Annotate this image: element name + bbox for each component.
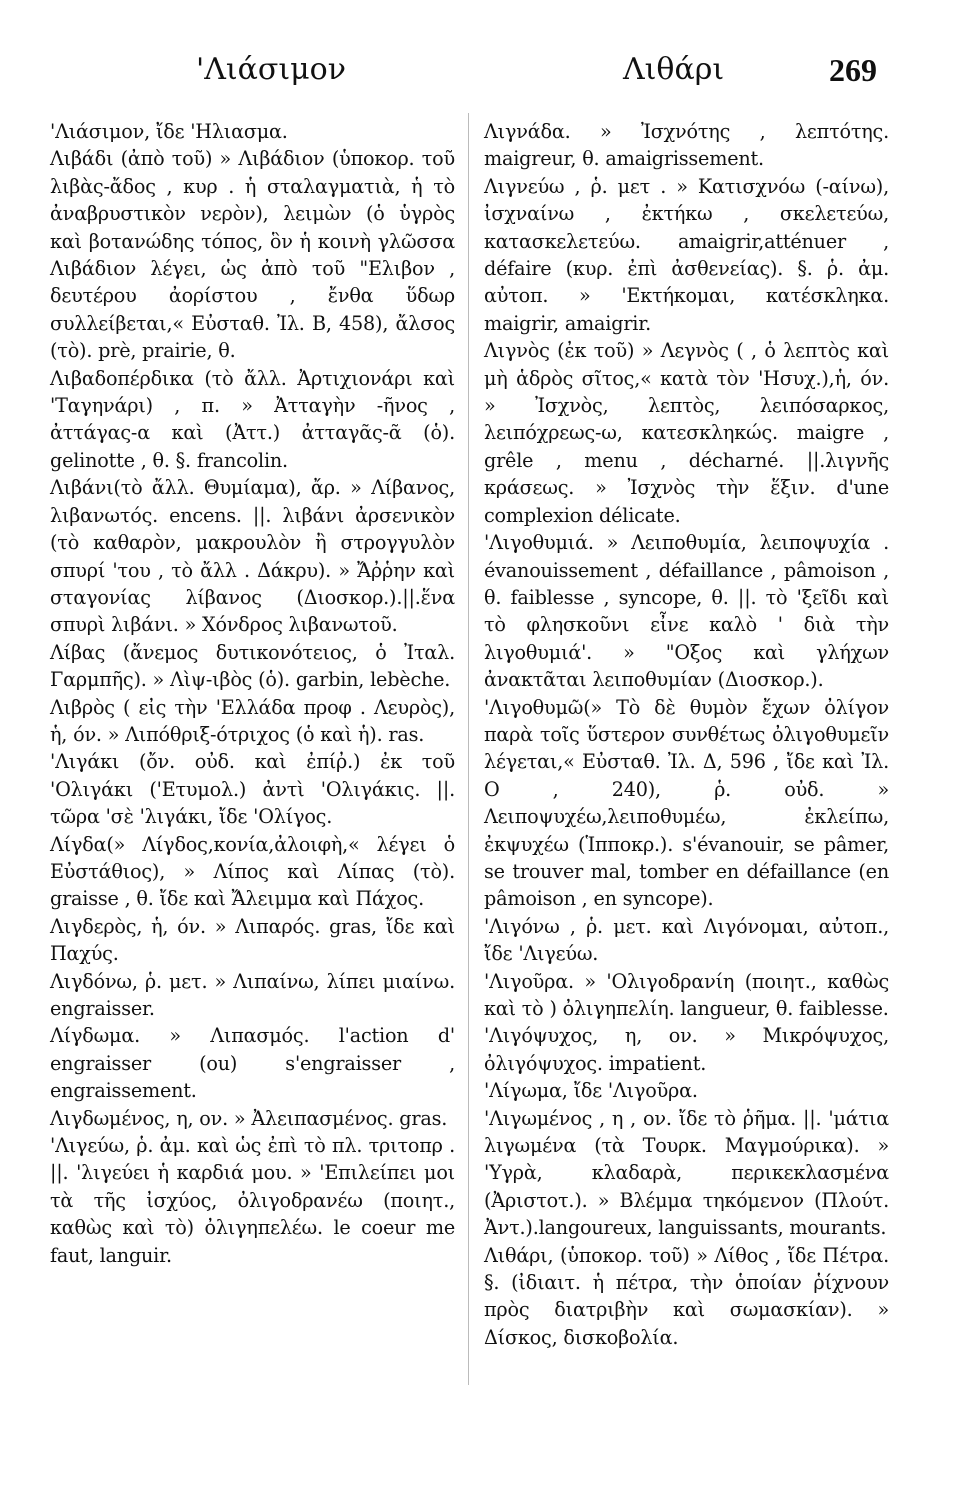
dictionary-entry: Λίβας (ἄνεμος δυτικονότειος, ὁ Ἰταλ. Γαρμπῆς). » Λὶψ-ιβὸς (ὁ). garbin, lebèche.: [50, 640, 455, 692]
dictionary-entry: 'Λιγοῦρα. » 'Ολιγοδρανίη (ποιητ., καθὼς καὶ τὸ ) ὀλιγηπελίη. langueur, θ. faiblesse.: [484, 969, 889, 1020]
dictionary-entry: Λιβάδι (ἀπὸ τοῦ) » Λιβάδιον (ὑποκορ. τοῦ λιβὰς-ἄδος , κυρ . ἡ σταλαγματιὰ, ἡ τὸ ἀναβρυστικὸν νερὸν), λειμὼν (ὁ ὑγρὸς καὶ βοτανώδης τόπος, ὃν ἡ κοινὴ γλῶσσα Λιβάδιον λέγει, ὡς ἀπὸ τοῦ "Ελιβον , δευτέρου ἀορίστου , ἔνθα ὕδωρ συλλείβεται,« Εὐσταθ. Ἰλ. Β, 458), ἄλσος (τὸ). prè, prairie, θ.: [50, 147, 455, 363]
dictionary-entry: 'Λιγωμένος , η , ον. ἴδε τὸ ῥῆμα. ||. 'μάτια λιγωμένα (τὰ Τουρκ. Μαγμούρικα). » 'Υγρὰ, κλαδαρὰ, περικεκλασμένα (Ἀριστοτ.). » Βλέμμα τηκόμενον (Πλούτ. Ἀντ.).langoureux, languissants, mourants.: [484, 1106, 889, 1240]
dictionary-entry: Λιγδερὸς, ἡ, όν. » Λιπαρός. gras, ἴδε καὶ Παχύς.: [50, 914, 455, 966]
dictionary-entry: Λιγδόνω, ῥ. μετ. » Λιπαίνω, λίπει μιαίνω. engraisser.: [50, 969, 455, 1020]
column-divider: [468, 113, 469, 1385]
dictionary-entry: 'Λιγάκι (ὄν. οὐδ. καὶ ἐπίῤ.) ἐκ τοῦ 'Ολιγάκι ('Ετυμολ.) ἀντὶ 'Ολιγάκις. ||. τῶρα 'σὲ 'λιγάκι, ἴδε 'Ολίγος.: [50, 750, 455, 829]
header-first-word: 'Λιάσιμον: [196, 52, 346, 87]
dictionary-entry: Λίγδωμα. » Λιπασμός. l'action d' engraisser (ou) s'engraisser , engraissement.: [50, 1024, 455, 1103]
dictionary-entry: 'Λιγοθυμιά. » Λειποθυμία, λειποψυχία . évanouissement , défaillance , pâmoison , θ. faiblesse , syncope, θ. ||. τὸ 'ξεῖδι καὶ τὸ φλησκοῦνι εἶνε καλὸ ' διὰ τὴν λιγοθυμιά'. » "Οξος καὶ γλήχων ἀνακτᾶται λειποθυμίαν (Διοσκορ.).: [484, 531, 889, 692]
header-last-word: Λιθάρι: [623, 52, 725, 87]
dictionary-entry: Λιβρὸς ( εἰς τὴν 'Ελλάδα προφ . Λευρὸς), ἡ, όν. » Λιπόθριξ-ότριχος (ὁ καὶ ἡ). ras.: [50, 695, 455, 746]
dictionary-entry: Λιβάνι(τὸ ἄλλ. Θυμίαμα), ἄρ. » Λίβανος, λιβανωτός. encens. ||. λιβάνι ἀρσενικὸν (τὸ καθαρὸν, μακρουλὸν ἢ στρογγυλὸν σπυρί 'του , τὸ ἄλλ . Δάκρυ). » Ἄῤῥην καὶ σταγονίας λίβανος (Διοσκορ.).||.ἕνα σπυρὶ λιβάνι. » Χόνδρος λιβανωτοῦ.: [50, 476, 455, 637]
dictionary-entry: 'Λίγωμα, ἴδε 'Λιγοῦρα.: [484, 1079, 698, 1103]
dictionary-entry: 'Λιάσιμον, ἴδε 'Ηλιασμα.: [50, 120, 288, 143]
dictionary-entry: Λιγνεύω , ῥ. μετ . » Κατισχνόω (-αίνω), ἰσχναίνω , ἐκτήκω , σκελετεύω, κατασκελετεύω. amaigrir,atténuer , défaire (κυρ. ἐπὶ ἀσθενείας). §. ῥ. ἀμ. αὐτοπ. » 'Εκτήκομαι, κατέσκληκα. maigrir, amaigrir.: [484, 174, 889, 335]
dictionary-entry: 'Λιγοθυμῶ(» Τὸ δὲ θυμὸν ἔχων ὀλίγον παρὰ τοῖς ὕστερον συνθέτως ὀλιγοθυμεῖν λέγεται,« Εὐσταθ. Ἰλ. Δ, 596 , ἴδε καὶ Ἰλ. Ο , 240), ῥ. οὐδ. » Λειποψυχέω,λειποθυμέω, ἐκλείπω, ἐκψυχέω (Ἱπποκρ.). s'évanouir, se pâmer, se trouver mal, tomber en défaillance (en pâmoison , en syncope).: [484, 695, 889, 911]
dictionary-entry: 'Λιγόνω , ῥ. μετ. καὶ Λιγόνομαι, αὐτοπ., ἴδε 'Λιγεύω.: [484, 914, 889, 966]
dictionary-entry: Λιβαδοπέρδικα (τὸ ἄλλ. Ἀρτιχιονάρι καὶ 'Ταγηνάρι) , π. » Ἀτταγὴν -ῆνος , ἀττάγας-α καὶ (Ἀττ.) ἀτταγᾶς-ᾶ (ὁ). gelinotte , θ. §. francolin.: [50, 366, 455, 472]
dictionary-entry: 'Λιγεύω, ῥ. ἀμ. καὶ ὡς ἐπὶ τὸ πλ. τριτοπρ . ||. 'λιγεύει ἡ καρδιά μου. » 'Επιλείπει μοι τὰ τῆς ἰσχύος, ὀλιγοδρανέω (ποιητ., καθὼς καὶ τὸ) ὀλιγηπελέω. le coeur me faut, languir.: [50, 1134, 455, 1267]
page-number: 269: [829, 52, 877, 88]
dictionary-entry: Λιθάρι, (ὑποκορ. τοῦ) » Λίθος , ἴδε Πέτρα. §. (ἰδιαιτ. ἡ πέτρα, τὴν ὁποίαν ῥίχνουν πρὸς διατριβὴν καὶ σωμασκίαν). » Δίσκος, δισκοβολία.: [484, 1243, 889, 1349]
right-column: [484, 118, 889, 1351]
dictionary-entry: Λίγδα(» Λίγδος,κονία,ἀλοιφὴ,« λέγει ὁ Εὐστάθιος), » Λίπος καὶ Λίπας (τὸ). graisse , θ. ἴδε καὶ Ἄλειμμα καὶ Πάχος.: [50, 832, 455, 911]
dictionary-entry: Λιγνὸς (ἐκ τοῦ) » Λεγνὸς ( , ὁ λεπτὸς καὶ μὴ ἁδρὸς σῖτος,« κατὰ τὸν 'Ησυχ.),ἡ, όν. » Ἰσχνὸς, λεπτὸς, λειπόσαρκος, λειπόχρεως-ω, κατεσκληκώς. maigre , grêle , menu , décharné. ||.λιγνῆς κράσεως. » Ἰσχνὸς τὴν ἕξιν. d'une complexion délicate.: [484, 339, 889, 527]
dictionary-entry: Λιγνάδα. » Ἰσχνότης , λεπτότης. maigreur, θ. amaigrissement.: [484, 120, 889, 171]
left-column: [50, 118, 455, 1269]
dictionary-entry: 'Λιγόψυχος, η, ον. » Μικρόψυχος, ὀλιγόψυχος. impatient.: [484, 1024, 889, 1075]
dictionary-entry: Λιγδωμένος, η, ον. » Ἀλειπασμένος. gras.: [50, 1106, 448, 1130]
page-header: [48, 52, 877, 98]
